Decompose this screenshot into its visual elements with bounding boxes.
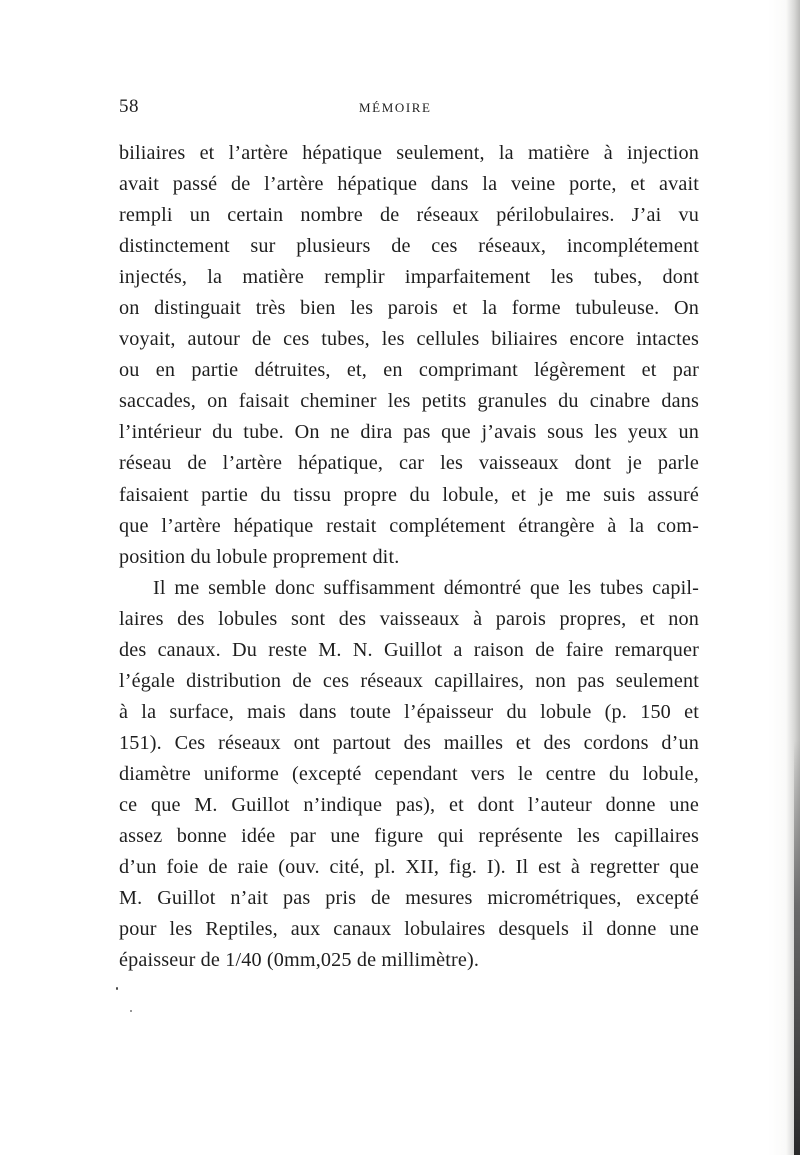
running-head: [119, 96, 699, 120]
paragraph-start-line: Il me semble donc suffisamment démontré que les tubes capil-: [153, 576, 699, 599]
text-line: que l’artère hépatique restait complétement étrangère à la com-: [119, 514, 699, 537]
text-line: laires des lobules sont des vaisseaux à parois propres, et non: [119, 607, 699, 630]
text-line: l’intérieur du tube. On ne dira pas que j’avais sous les yeux un: [119, 421, 699, 444]
paragraph-end-line: épaisseur de 1/40 (0mm,025 de millimètre).: [119, 949, 480, 972]
text-line: assez bonne idée par une figure qui représente les capillaires: [119, 825, 699, 848]
text-line: distinctement sur plusieurs de ces réseaux, incomplétement: [119, 235, 699, 258]
text-line: rempli un certain nombre de réseaux périlobulaires. J’ai vu: [119, 204, 699, 227]
text-line: diamètre uniforme (excepté cependant vers le centre du lobule,: [119, 762, 699, 785]
text-line: ou en partie détruites, et, en comprimant légèrement et par: [119, 359, 699, 382]
page-edge-dark: [794, 740, 800, 1155]
text-line: réseau de l’artère hépatique, car les vaisseaux dont je parle: [119, 452, 699, 475]
text-line: ce que M. Guillot n’indique pas), et dont l’auteur donne une: [119, 793, 699, 816]
text-line: des canaux. Du reste M. N. Guillot a raison de faire remarquer: [119, 638, 699, 661]
text-line: pour les Reptiles, aux canaux lobulaires desquels il donne une: [119, 918, 699, 941]
text-line: voyait, autour de ces tubes, les cellules biliaires encore intactes: [119, 328, 699, 351]
text-line: injectés, la matière remplir imparfaitement les tubes, dont: [119, 266, 699, 289]
page-number: 58: [119, 96, 139, 117]
text-line: l’égale distribution de ces réseaux capillaires, non pas seulement: [119, 669, 699, 692]
text-line: faisaient partie du tissu propre du lobule, et je me suis assuré: [119, 483, 699, 506]
text-line: saccades, on faisait cheminer les petits granules du cinabre dans: [119, 390, 699, 413]
text-line: à la surface, mais dans toute l’épaisseur du lobule (p. 150 et: [119, 700, 699, 723]
paper-speck: [116, 987, 118, 990]
text-line: d’un foie de raie (ouv. cité, pl. XII, fig. I). Il est à regretter que: [119, 856, 699, 879]
text-line: 151). Ces réseaux ont partout des mailles et des cordons d’un: [119, 731, 699, 754]
text-line: on distinguait très bien les parois et la forme tubuleuse. On: [119, 297, 699, 320]
paper-speck: [130, 1010, 132, 1012]
running-title: MÉMOIRE: [359, 100, 432, 115]
text-line: M. Guillot n’ait pas pris de mesures micrométriques, excepté: [119, 887, 699, 910]
text-line: biliaires et l’artère hépatique seulement, la matière à injection: [119, 142, 699, 164]
text-line: avait passé de l’artère hépatique dans la veine porte, et avait: [119, 173, 699, 196]
paragraph-end-line: position du lobule proprement dit.: [119, 545, 400, 568]
body-text: [119, 138, 699, 976]
